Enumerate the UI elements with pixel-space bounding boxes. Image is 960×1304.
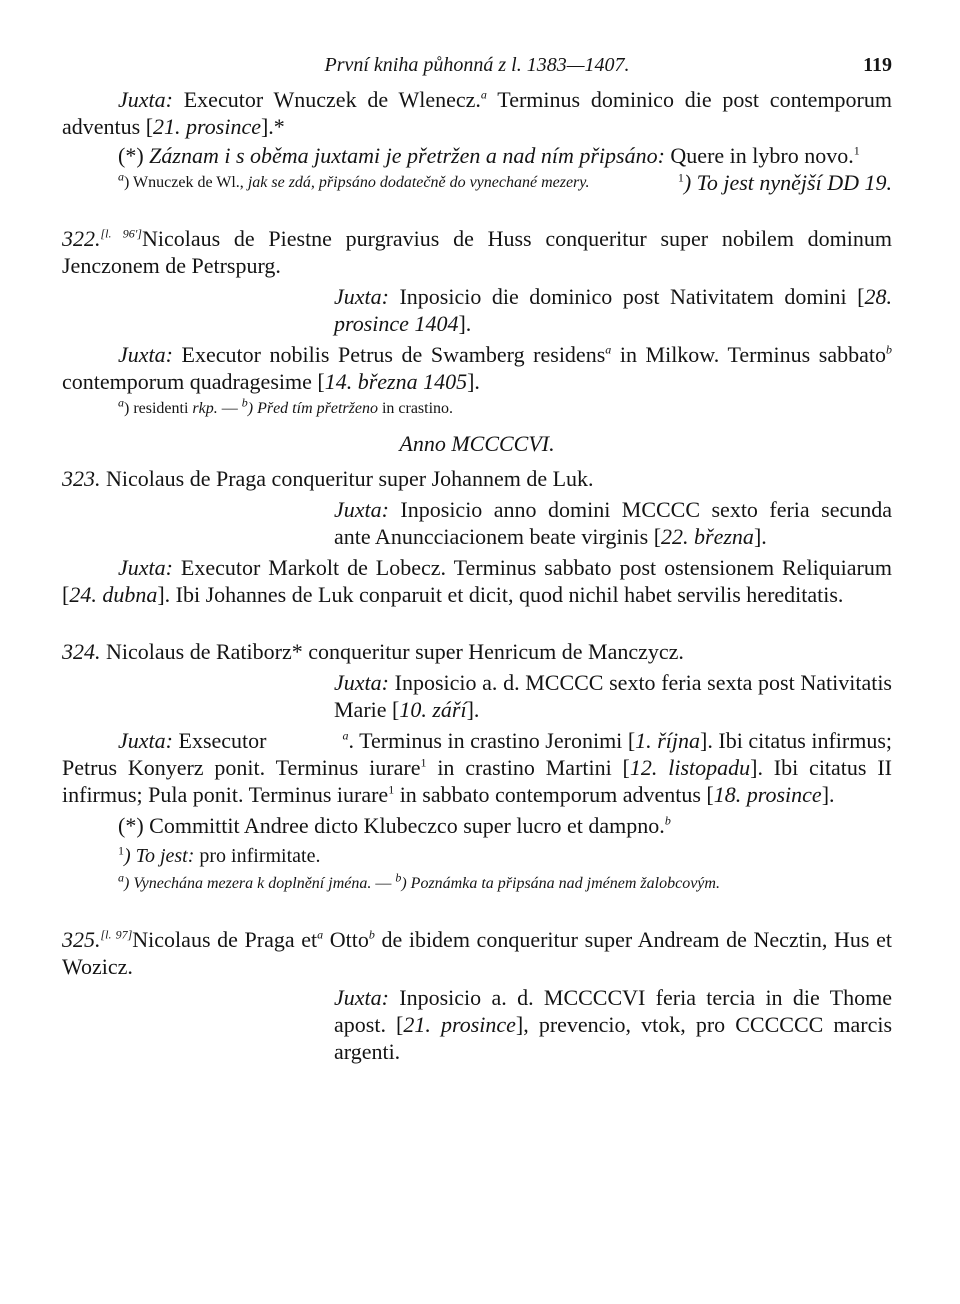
footnote-1: $^1$) To jest nynější DD 19. — [677, 170, 892, 195]
star-note: (*) Záznam i s oběma juxtami je přetržen a nad ním připsáno: Quere in lybro novo.$^1$ $^1$) To jest nynější DD 19. — [118, 143, 892, 195]
juxta-inposicio: Juxta: Inposicio anno domini MCCCC sexto feria secunda ante Anuncciacionem beate virginis [22. března]. — [334, 497, 892, 549]
juxta-label: Juxta: — [118, 87, 173, 112]
juxta-inposicio: Juxta: Inposicio die dominico post Nativitatem domini [28. prosince 1404]. — [334, 284, 892, 336]
entry-324: 324. Nicolaus de Ratiborz* conqueritur super Henricum de Manczycz. — [62, 639, 684, 664]
juxta-inposicio: Juxta: Inposicio a. d. MCCCC sexto feria sexta post Nativitatis Marie [10. září]. — [334, 670, 892, 722]
star-note: (*) Committit Andree dicto Klubeczco super lucro et dampno.$^b$ — [118, 813, 671, 838]
juxta-executor: Juxta: Exsecutor $^a$. Terminus in crastino Jeronimi [1. října]. Ibi citatus infirmus; Petrus Konyerz ponit. Terminus iurare$^1$ in crastino Martini [12. listopadu]. Ibi citatus II infirmus; Pula ponit. Terminus iurare$^1$ in sabbato contemporum adventus [18. prosince]. — [62, 728, 893, 807]
entry-322: 322.[l. 96']Nicolaus de Piestne purgravius de Huss conqueritur super nobilem dominum Jenczonem de Petrspurg. — [62, 226, 892, 278]
entry-325: 325.[l. 97]Nicolaus de Praga $et^a$ Otto$^b$ de ibidem conqueritur super Andream de Necztin, Hus et Wozicz. — [62, 927, 892, 979]
footnotes-322: $^a$) residenti rkp. — $^b$) Před tím přetrženo in crastino. — [118, 395, 454, 417]
page-number: 119 — [863, 54, 892, 76]
juxta-executor: Juxta: Executor nobilis Petrus de Swamberg residens$^a$ in Milkow. Terminus sabbato$^b$ contemporum quadragesime [14. března 1405]. — [62, 342, 892, 394]
footnotes-324: $^a$) Vynechána mezera k doplnění jména. — $^b$) Poznámka ta připsána nad jménem žalobcovým. — [118, 870, 720, 892]
document-page — [62, 54, 892, 1065]
juxta-inposicio: Juxta: Inposicio a. d. MCCCCVI feria tercia in die Thome apost. [21. prosince], prevencio, vtok, pro CCCCCC marcis argenti. — [334, 985, 893, 1064]
footnote-1: $^1$) To jest: pro infirmitate. — [118, 843, 321, 867]
entry-number: 322. — [62, 226, 101, 251]
running-header — [62, 54, 892, 86]
footnote-a: $^a$) Wnuczek de Wl., jak se zdá, připsáno dodatečně do vynechané mezery. — [118, 169, 590, 191]
year-heading: Anno MCCCCVI. — [399, 431, 555, 456]
entry-323: 323. Nicolaus de Praga conqueritur super Johannem de Luk. — [62, 466, 594, 491]
juxta-executor: Juxta: Executor Markolt de Lobecz. Terminus sabbato post ostensionem Reliquiarum [24. dubna]. Ibi Johannes de Luk conparuit et dicit, quod nichil habet servilis hereditatis. — [62, 555, 892, 607]
running-title: První kniha půhonná z l. 1383—1407. — [324, 54, 630, 76]
juxta-paragraph: Juxta: Executor Wnuczek de Wlenecz.$^a$ Terminus dominico die post contemporum adventus [21. prosince].* — [62, 87, 892, 139]
